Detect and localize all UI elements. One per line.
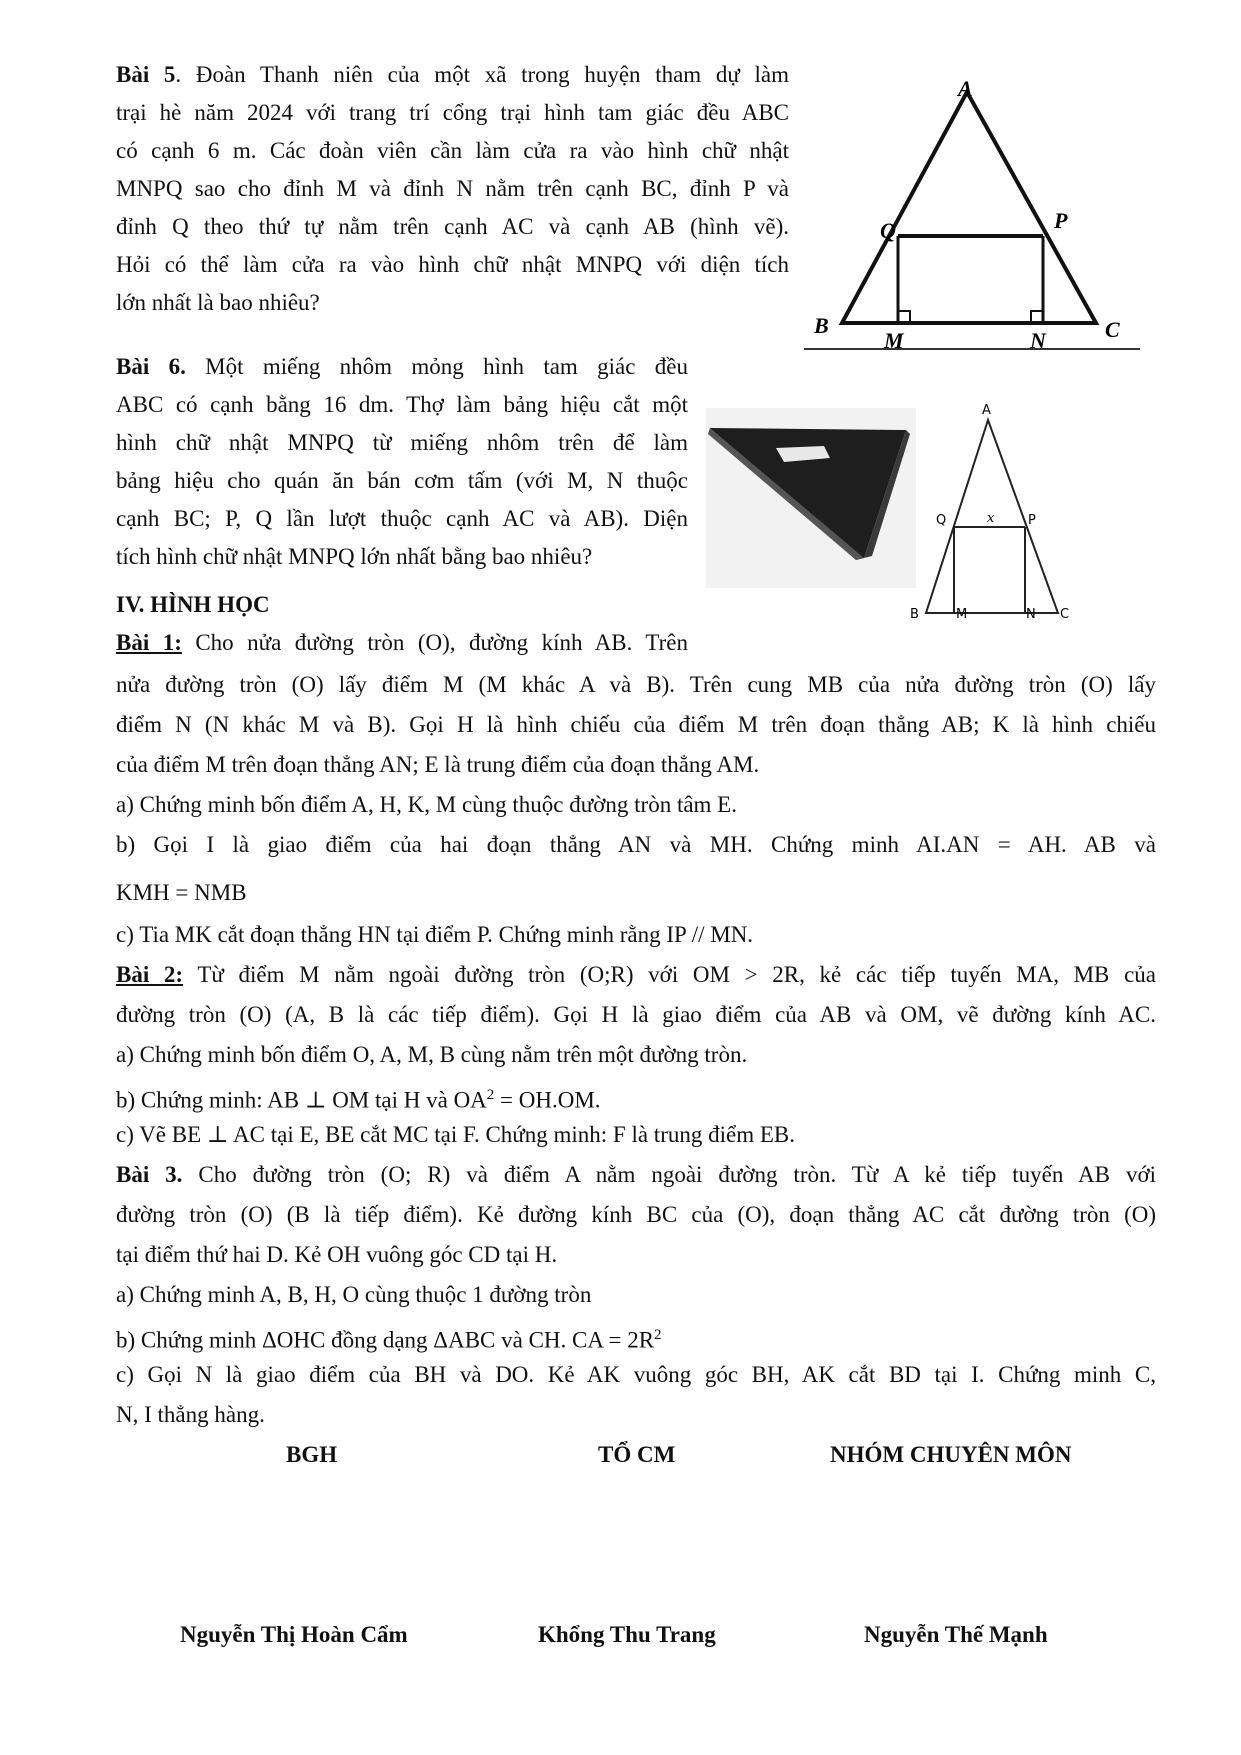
hh-bai2-line-1 (116, 958, 1156, 992)
bai5-label-B: B (814, 313, 829, 338)
bai5-line-7: lớn nhất là bao nhiêu? (116, 290, 320, 315)
hh-bai1-text-1: Cho nửa đường tròn (O), đường kính AB. Trên (181, 630, 689, 655)
bai6-label-M: M (956, 607, 968, 622)
bai5-line-2: trại hè năm 2024 với trang trí cổng trại hình tam giác đều ABC (116, 100, 789, 125)
bai5-label-C: C (1105, 317, 1120, 342)
bai6-text-1: Một miếng nhôm mỏng hình tam giác đều (185, 354, 688, 379)
bai5-line-6: Hỏi có thể làm cửa ra vào hình chữ nhật MNPQ với diện tích (116, 252, 789, 277)
bai5-label-N: N (1030, 328, 1046, 353)
hh-bai1-line-3: điểm N (N khác M và B). Gọi H là hình chiếu của điểm M trên đoạn thẳng AB; K là hình chiếu (116, 712, 1156, 737)
section-title: IV. HÌNH HỌC (116, 592, 270, 617)
bai5-triangle-figure (800, 60, 1150, 360)
hh-bai1-line-4: của điểm M trên đoạn thẳng AN; E là trung điểm của đoạn thẳng AM. (116, 752, 760, 777)
hh-bai3-b-text: b) Chứng minh ΔOHC đồng dạng ΔABC và CH. CA = 2R (116, 1327, 655, 1353)
hh-bai2-line-4 (116, 1078, 1156, 1118)
bai5-line-4: MNPQ sao cho đỉnh M và đỉnh N nằm trên cạnh BC, đỉnh P và (116, 176, 789, 201)
hh-bai1-line-6: b) Gọi I là giao điểm của hai đoạn thẳng AN và MH. Chứng minh AI.AN = AH. AB và (116, 832, 1156, 857)
signature-title-to-cm: TỔ CM (598, 1442, 676, 1467)
hh-bai3-b-sup: 2 (654, 1327, 662, 1343)
bai6-label-x: x (987, 511, 995, 526)
bai5-line-5: đỉnh Q theo thứ tự nằm trên cạnh AC và cạnh AB (hình vẽ). (116, 214, 789, 239)
bai6-line-2: ABC có cạnh bằng 16 dm. Thợ làm bảng hiệu cắt một (116, 392, 688, 417)
bai6-line-1 (116, 350, 688, 384)
bai6-label: Bài 6. (116, 354, 186, 379)
hh-bai3-text-1: Cho đường tròn (O; R) và điểm A nằm ngoài đường tròn. Từ A kẻ tiếp tuyến AB với (182, 1162, 1156, 1187)
hh-bai1-line-8: c) Tia MK cắt đoạn thẳng HN tại điểm P. Chứng minh rằng IP // MN. (116, 922, 754, 947)
hh-bai2-line-5: c) Vẽ BE ⊥ AC tại E, BE cắt MC tại F. Chứng minh: F là trung điểm EB. (116, 1122, 795, 1147)
hh-bai1-line-5: a) Chứng minh bốn điểm A, H, K, M cùng thuộc đường tròn tâm E. (116, 792, 737, 817)
bai5-label-M: M (884, 328, 904, 353)
hh-bai3-line-3: tại điểm thứ hai D. Kẻ OH vuông góc CD tại H. (116, 1242, 558, 1267)
hh-bai3-line-6: c) Gọi N là giao điểm của BH và DO. Kẻ AK vuông góc BH, AK cắt BD tại I. Chứng minh C, (116, 1362, 1156, 1387)
bai5-line-3: có cạnh 6 m. Các đoàn viên cần làm cửa ra vào hình chữ nhật (116, 138, 789, 163)
bai5-line-1 (116, 58, 789, 92)
bai6-label-Q: Q (936, 513, 947, 528)
bai5-label-P: P (1054, 208, 1068, 233)
hh-bai2-b-text: b) Chứng minh: AB ⊥ OM tại H và OA (116, 1087, 487, 1113)
bai5-label-A: A (958, 76, 973, 101)
hh-bai1-line-2: nửa đường tròn (O) lấy điểm M (M khác A và B). Trên cung MB của nửa đường tròn (O) lấy (116, 672, 1156, 697)
hh-bai3-line-7: N, I thẳng hàng. (116, 1402, 265, 1427)
hh-bai2-text-1: Từ điểm M nằm ngoài đường tròn (O;R) với OM > 2R, kẻ các tiếp tuyến MA, MB của (183, 962, 1156, 987)
bai6-line-5: cạnh BC; P, Q lần lượt thuộc cạnh AC và AB). Diện (116, 506, 688, 531)
bai6-line-3: hình chữ nhật MNPQ từ miếng nhôm trên để làm (116, 430, 688, 455)
bai6-label-C: C (1060, 607, 1070, 622)
bai6-label-B: B (910, 607, 919, 622)
hh-bai1-label: Bài 1: (116, 630, 182, 655)
signature-name-1: Nguyễn Thị Hoàn Cẩm (180, 1622, 408, 1647)
bai5-label: Bài 5 (116, 62, 176, 87)
bai5-text-1: . Đoàn Thanh niên của một xã trong huyện tham dự làm (175, 62, 790, 87)
hh-bai3-line-4: a) Chứng minh A, B, H, O cùng thuộc 1 đường tròn (116, 1282, 592, 1307)
bai6-line-6: tích hình chữ nhật MNPQ lớn nhất bằng bao nhiêu? (116, 544, 593, 569)
hh-bai1-line-1 (116, 626, 688, 660)
signature-title-bgh: BGH (286, 1442, 338, 1467)
bai6-label-A: A (982, 403, 991, 418)
hh-bai2-line-2: đường tròn (O) (A, B là các tiếp điểm). Gọi H là giao điểm của AB và OM, vẽ đường kính AC. (116, 1002, 1156, 1027)
hh-bai3-line-1 (116, 1158, 1156, 1192)
bai6-label-N: N (1026, 607, 1036, 622)
bai6-label-P: P (1028, 513, 1036, 528)
hh-bai2-b-tail: = OH.OM. (494, 1087, 601, 1113)
hh-bai3-label: Bài 3. (116, 1162, 183, 1187)
hh-bai2-line-3: a) Chứng minh bốn điểm O, A, M, B cùng nằm trên một đường tròn. (116, 1042, 748, 1067)
hh-bai2-b-sup: 2 (486, 1087, 495, 1103)
hh-bai3-line-2: đường tròn (O) (B là tiếp điểm). Kẻ đường kính BC của (O), đoạn thẳng AC cắt đường tròn (O) (116, 1202, 1156, 1227)
signature-title-nhom-chuyen-mon: NHÓM CHUYÊN MÔN (830, 1442, 1072, 1467)
hh-bai1-line-7: KMH = NMB (116, 880, 247, 905)
hh-bai3-line-5 (116, 1318, 1156, 1358)
bai6-line-4: bảng hiệu cho quán ăn bán cơm tấm (với M, N thuộc (116, 468, 688, 493)
bai5-label-Q: Q (880, 218, 896, 243)
signature-name-3: Nguyễn Thế Mạnh (864, 1622, 1048, 1647)
hh-bai2-label: Bài 2: (116, 962, 184, 987)
aluminium-plate-photo (706, 408, 916, 588)
signature-name-2: Khổng Thu Trang (538, 1622, 716, 1647)
